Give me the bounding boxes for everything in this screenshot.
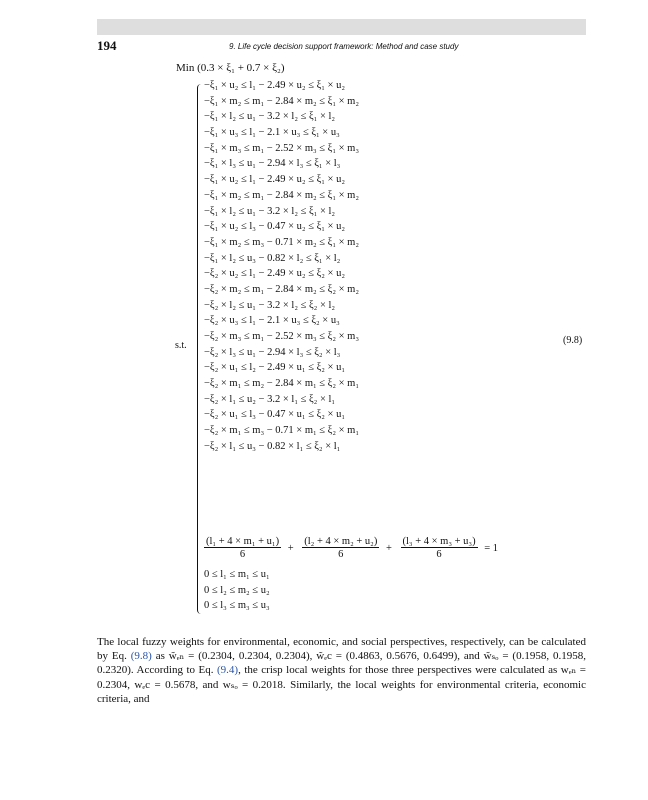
constraint-row: −ξ₂ × m₁ ≤ m₃ − 0.71 × m₁ ≤ ξ₂ × m₁ [204, 425, 360, 437]
constraint-row: −ξ₂ × u₁ ≤ l₃ − 0.47 × u₁ ≤ ξ₂ × u₁ [204, 409, 346, 421]
constraint-row: −ξ₂ × l₂ ≤ u₁ − 3.2 × l₂ ≤ ξ₂ × l₂ [204, 299, 336, 311]
bound-row: 0 ≤ l₂ ≤ m₂ ≤ u₂ [204, 584, 270, 596]
constraint-row: −ξ₁ × m₂ ≤ m₁ − 2.84 × m₂ ≤ ξ₁ × m₂ [204, 189, 360, 201]
constraint-row: −ξ₁ × u₂ ≤ l₃ − 0.47 × u₂ ≤ ξ₁ × u₂ [204, 221, 346, 233]
constraint-row: −ξ₁ × m₂ ≤ m₃ − 0.71 × m₂ ≤ ξ₁ × m₂ [204, 236, 360, 248]
bound-constraints [204, 567, 270, 614]
bound-row: 0 ≤ l₃ ≤ m₃ ≤ u₃ [204, 600, 270, 611]
running-head: 9. Life cycle decision support framework: Method and case study [229, 42, 459, 51]
body-paragraph [97, 635, 586, 706]
normalization-constraint [204, 536, 504, 560]
constraint-row: −ξ₂ × l₁ ≤ u₂ − 3.2 × l₁ ≤ ξ₂ × l₁ [204, 393, 336, 405]
constraint-row: −ξ₁ × m₃ ≤ m₁ − 2.52 × m₃ ≤ ξ₁ × m₃ [204, 142, 360, 154]
page-number: 194 [97, 38, 117, 53]
fraction-denominator: 6 [338, 549, 344, 560]
equation-reference-link[interactable]: (9.4) [217, 664, 239, 677]
header-bar [97, 19, 586, 35]
constraint-row: −ξ₂ × m₁ ≤ m₂ − 2.84 × m₁ ≤ ξ₂ × m₁ [204, 378, 360, 390]
constraint-row: −ξ₁ × u₂ ≤ l₁ − 2.49 × u₂ ≤ ξ₁ × u₂ [204, 80, 346, 91]
constraint-row: −ξ₂ × m₂ ≤ m₁ − 2.84 × m₂ ≤ ξ₂ × m₂ [204, 283, 360, 295]
fraction-numerator: (l₃ + 4 × m₃ + u₃) [402, 536, 476, 547]
fraction-1 [204, 536, 281, 560]
constraint-list [204, 78, 359, 455]
constraint-row: −ξ₁ × l₂ ≤ u₁ − 3.2 × l₂ ≤ ξ₁ × l₂ [204, 205, 336, 217]
constraint-row: −ξ₁ × u₃ ≤ l₁ − 2.1 × u₃ ≤ ξ₁ × u₃ [204, 127, 340, 139]
bound-row: 0 ≤ l₁ ≤ m₁ ≤ u₁ [204, 569, 270, 580]
objective-function: Min (0.3 × ξ₁ + 0.7 × ξ₂) [176, 62, 285, 74]
constraint-row: −ξ₁ × l₂ ≤ u₁ − 3.2 × l₂ ≤ ξ₁ × l₂ [204, 111, 336, 123]
paragraph-text: The local fuzzy weights for environmental, economic, and social perspectives, respectively, can be calculated by Eq. [97, 636, 586, 663]
fraction-2 [302, 536, 379, 560]
fraction-numerator: (l₁ + 4 × m₁ + u₁) [206, 536, 280, 547]
equals-one: = 1 [484, 542, 498, 554]
constraint-row: −ξ₁ × u₂ ≤ l₁ − 2.49 × u₂ ≤ ξ₁ × u₂ [204, 174, 346, 186]
constraint-brace [197, 84, 202, 614]
paragraph-text: , the crisp local weights for those three perspectives were calculated as wₑₙ = 0.2304, wₑc = 0.5678, and wₛₒ = 0.2018. Similarly, the local weights for environmental criteria, economic criteria, and [97, 664, 586, 705]
constraint-row: −ξ₂ × u₁ ≤ l₂ − 2.49 × u₁ ≤ ξ₂ × u₁ [204, 362, 346, 374]
plus-sign: + [287, 542, 294, 554]
subject-to-label: s.t. [175, 340, 187, 351]
fraction-numerator: (l₂ + 4 × m₂ + u₂) [304, 536, 378, 547]
equation-reference-link[interactable]: (9.8) [130, 650, 152, 663]
plus-sign: + [385, 542, 392, 554]
fraction-denominator: 6 [436, 549, 442, 560]
fraction-denominator: 6 [239, 549, 246, 560]
constraint-row: −ξ₂ × u₂ ≤ l₁ − 2.49 × u₂ ≤ ξ₂ × u₂ [204, 268, 346, 280]
constraint-row: −ξ₂ × m₃ ≤ m₁ − 2.52 × m₃ ≤ ξ₂ × m₃ [204, 331, 360, 342]
fraction-3 [401, 536, 478, 560]
constraint-row: −ξ₁ × m₂ ≤ m₁ − 2.84 × m₂ ≤ ξ₁ × m₂ [204, 95, 360, 107]
constraint-row: −ξ₁ × l₃ ≤ u₁ − 2.94 × l₃ ≤ ξ₁ × l₃ [204, 158, 341, 170]
constraint-row: −ξ₂ × l₃ ≤ u₁ − 2.94 × l₃ ≤ ξ₂ × l₃ [204, 346, 341, 358]
constraint-row: −ξ₁ × l₂ ≤ u₃ − 0.82 × l₂ ≤ ξ₁ × l₂ [204, 252, 341, 264]
constraint-row: −ξ₂ × u₃ ≤ l₁ − 2.1 × u₃ ≤ ξ₂ × u₃ [204, 315, 340, 327]
paragraph-text: as w̃ₑₙ = (0.2304, 0.2304, 0.2304), w̃ₑc = (0.4863, 0.5676, 0.6499), and w̃ₛₒ = (0.1958, 0.1958, 0.2320). According to Eq. [97, 650, 586, 677]
constraint-row: −ξ₂ × l₁ ≤ u₃ − 0.82 × l₁ ≤ ξ₂ × l₁ [204, 440, 341, 452]
equation-number: (9.8) [563, 335, 583, 346]
